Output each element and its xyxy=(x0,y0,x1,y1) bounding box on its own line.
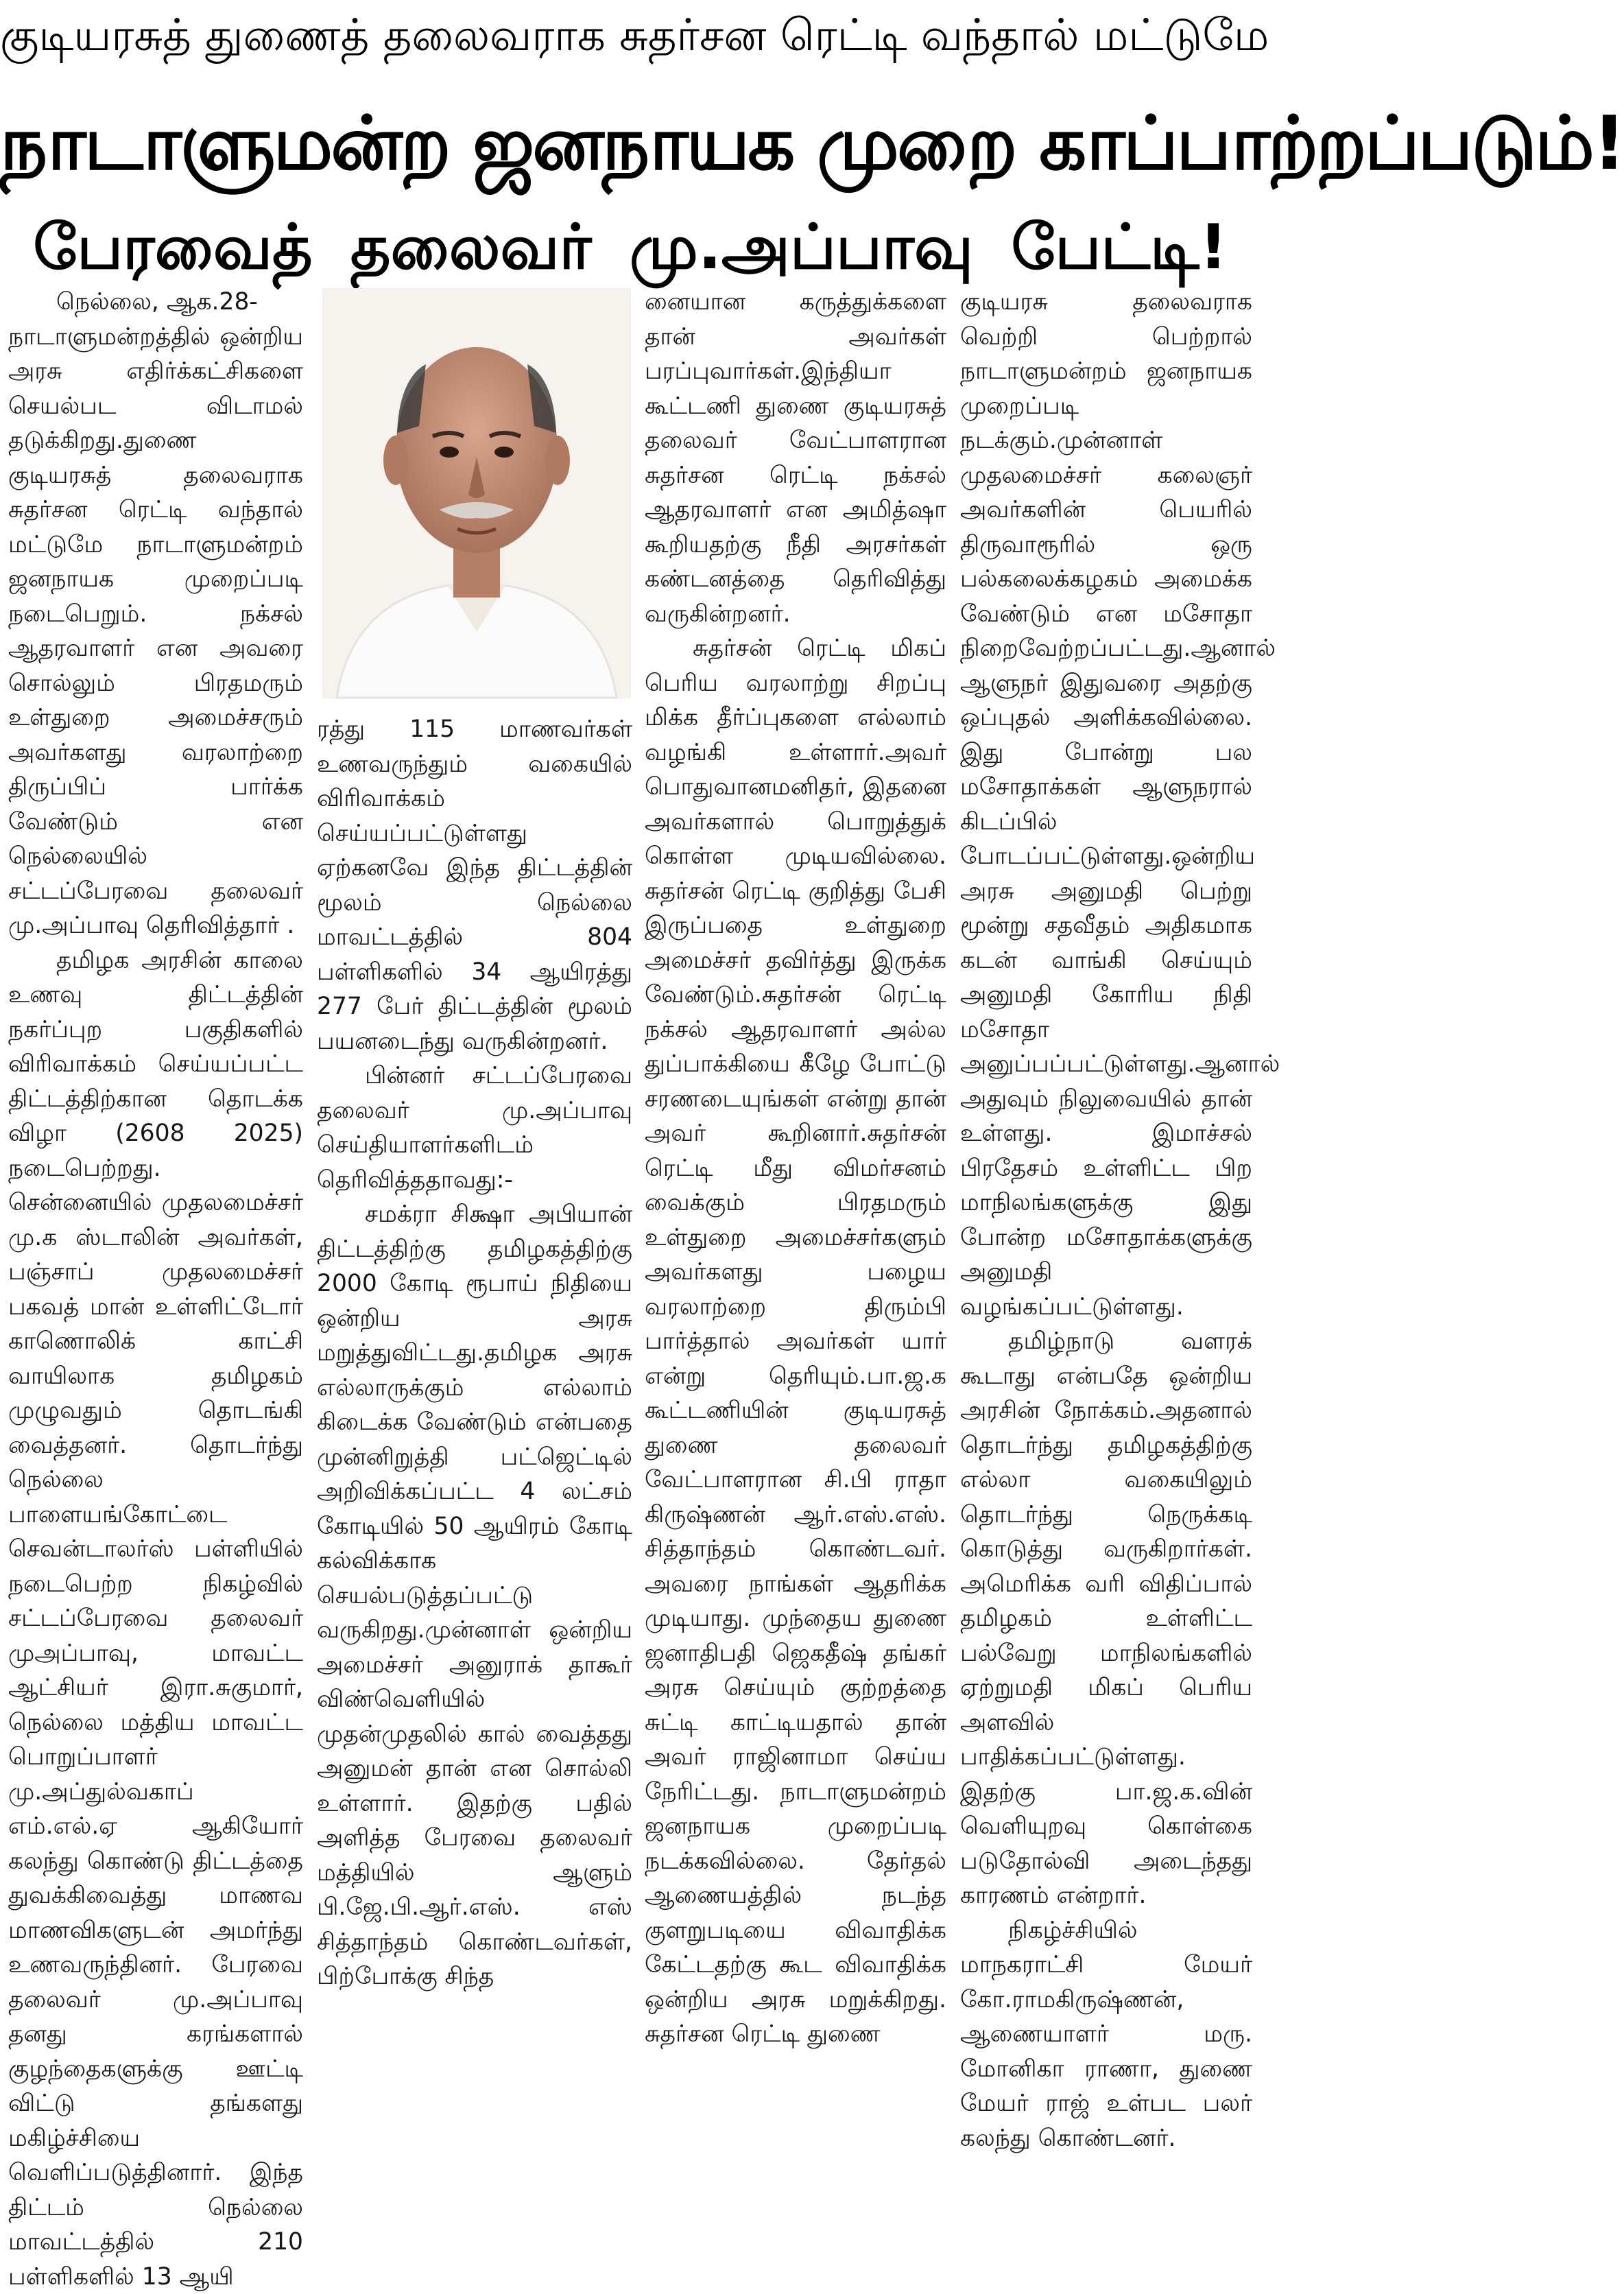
col2-paragraph-1: ரத்து 115 மாணவர்கள் உணவருந்தும் வகையில் விரிவாக்கம் செய்யப்பட்டுள்ளது ஏற்கனவே இந்த திட்டத்தின் மூலம் நெல்லை மாவட்டத்தில் 804 பள்ளிகளில் 34 ஆயிரத்து 277 பேர் திட்டத்தின் மூலம் பயனடைந்து வருகின்றனர். xyxy=(317,712,632,1059)
dateline: நெல்லை, ஆக.28- xyxy=(8,285,303,320)
col4-paragraph-2: தமிழ்நாடு வளரக் கூடாது என்பதே ஒன்றிய அரசின் நோக்கம்.அதனால் தொடர்ந்து தமிழகத்திற்கு எல்லா வகையிலும் தொடர்ந்து நெருக்கடி கொடுத்து வருகிறார்கள். அமெரிக்க வரி விதிப்பால் தமிழகம் உள்ளிட்ட பல்வேறு மாநிலங்களில் ஏற்றுமதி மிகப் பெரிய அளவில் பாதிக்கப்பட்டுள்ளது. இதற்கு பா.ஜ.க.வின் வெளியுறவு கொள்கை படுதோல்வி அடைந்தது காரணம் என்றார். xyxy=(960,1324,1252,1913)
article-column-2 xyxy=(317,712,632,1782)
headline-strap: குடியரசுத் துணைத் தலைவராக சுதர்சன ரெட்டி வந்தால் மட்டுமே xyxy=(0,4,1261,67)
article-column-1 xyxy=(8,285,303,1780)
col2-paragraph-3: சமக்ரா சிக்ஷா அபியான் திட்டத்திற்கு தமிழகத்திற்கு 2000 கோடி ரூபாய் நிதியை ஒன்றிய அரசு மறுத்துவிட்டது.தமிழக அரசு எல்லாருக்கும் எல்லாம் கிடைக்க வேண்டும் என்பதை முன்னிறுத்தி பட்ஜெட்டில் அறிவிக்கப்பட்ட 4 லட்சம் கோடியில் 50 ஆயிரம் கோடி கல்விக்காக செயல்படுத்தப்பட்டு வருகிறது.முன்னாள் ஒன்றிய அமைச்சர் அனுராக் தாகூர் விண்வெளியில் முதன்முதலில் கால் வைத்தது அனுமன் தான் என சொல்லி உள்ளார். இதற்கு பதில் அளித்த பேரவை தலைவர் மத்தியில் ஆளும் பி.ஜே.பி.ஆர்.எஸ். எஸ் சித்தாந்தம் கொண்டவர்கள், பிற்போக்கு சிந்த xyxy=(317,1197,632,1994)
speaker-photo xyxy=(322,288,631,698)
headline-main: நாடாளுமன்ற ஜனநாயக முறை காப்பாற்றப்படும்! xyxy=(0,82,1261,206)
article-column-3 xyxy=(645,285,946,1780)
portrait-photo-icon xyxy=(323,289,630,698)
col2-paragraph-2: பின்னர் சட்டப்பேரவை தலைவர் மு.அப்பாவு செய்தியாளர்களிடம் தெரிவித்ததாவது:- xyxy=(317,1059,632,1197)
col4-paragraph-3: நிகழ்ச்சியில் மாநகராட்சி மேயர் கோ.ராமகிருஷ்ணன், ஆணையாளர் மரு. மோனிகா ராணா, துணை மேயர் ராஜ் உள்பட பலர் கலந்து கொண்டனர். xyxy=(960,1913,1252,2156)
headline-sub: பேரவைத் தலைவர் மு.அப்பாவு பேட்டி! xyxy=(0,203,1261,292)
col1-paragraph-1: நாடாளுமன்றத்தில் ஒன்றிய அரசு எதிர்க்கட்சிகளை செயல்பட விடாமல் தடுக்கிறது.துணை குடியரசுத் தலைவராக சுதர்சன ரெட்டி வந்தால் மட்டுமே நாடாளுமன்றம் ஜனநாயக முறைப்படி நடைபெறும். நக்சல் ஆதரவாளர் என அவரை சொல்லும் பிரதமரும் உள்துறை அமைச்சரும் அவர்களது வரலாற்றை திருப்பிப் பார்க்க வேண்டும் என நெல்லையில் சட்டப்பேரவை தலைவர் மு.அப்பாவு தெரிவித்தார் . xyxy=(8,320,303,943)
col4-paragraph-1: குடியரசு தலைவராக வெற்றி பெற்றால் நாடாளுமன்றம் ஜனநாயக முறைப்படி நடக்கும்.முன்னாள் முதலமைச்சர் கலைஞர் அவர்களின் பெயரில் திருவாரூரில் ஒரு பல்கலைக்கழகம் அமைக்க வேண்டும் என மசோதா நிறைவேற்றப்பட்டது.ஆனால் ஆளுநர் இதுவரை அதற்கு ஒப்புதல் அளிக்கவில்லை. இது போன்று பல மசோதாக்கள் ஆளுநரால் கிடப்பில் போடப்பட்டுள்ளது.ஒன்றிய அரசு அனுமதி பெற்று மூன்று சதவீதம் அதிகமாக கடன் வாங்கி செய்யும் அனுமதி கோரிய நிதி மசோதா அனுப்பப்பட்டுள்ளது.ஆனால் அதுவும் நிலுவையில் தான் உள்ளது. இமாச்சல் பிரதேசம் உள்ளிட்ட பிற மாநிலங்களுக்கு இது போன்ற மசோதாக்களுக்கு அனுமதி வழங்கப்பட்டுள்ளது. xyxy=(960,285,1252,1324)
article-column-4 xyxy=(960,285,1252,1780)
col1-paragraph-2: தமிழக அரசின் காலை உணவு திட்டத்தின் நகர்ப்புற பகுதிகளில் விரிவாக்கம் செய்யப்பட்ட திட்டத்திற்கான தொடக்க விழா (2608 2025) நடைபெற்றது. சென்னையில் முதலமைச்சர் மு.க ஸ்டாலின் அவர்கள், பஞ்சாப் முதலமைச்சர் பகவத் மான் உள்ளிட்டோர் காணொலிக் காட்சி வாயிலாக தமிழகம் முழுவதும் தொடங்கி வைத்தனர். தொடர்ந்து நெல்லை பாளையங்கோட்டை செவன்டாலர்ஸ் பள்ளியில் நடைபெற்ற நிகழ்வில் சட்டப்பேரவை தலைவர் முஅப்பாவு, மாவட்ட ஆட்சியர் இரா.சுகுமார், நெல்லை மத்திய மாவட்ட பொறுப்பாளர் மு.அப்துல்வகாப் எம்.எல்.ஏ ஆகியோர் கலந்து கொண்டு திட்டத்தை துவக்கிவைத்து மாணவ மாணவிகளுடன் அமர்ந்து உணவருந்தினர். பேரவை தலைவர் மு.அப்பாவு தனது கரங்களால் குழந்தைகளுக்கு ஊட்டி விட்டு தங்களது மகிழ்ச்சியை வெளிப்படுத்தினார். இந்த திட்டம் நெல்லை மாவட்டத்தில் 210 பள்ளிகளில் 13 ஆயி xyxy=(8,943,303,2294)
col3-paragraph-1: னையான கருத்துக்களை தான் அவர்கள் பரப்புவார்கள்.இந்தியா கூட்டணி துணை குடியரசுத் தலைவர் வேட்பாளரான சுதர்சன ரெட்டி நக்சல் ஆதரவாளர் என அமித்ஷா கூறியதற்கு நீதி அரசர்கள் கண்டனத்தை தெரிவித்து வருகின்றனர். xyxy=(645,285,946,631)
col3-paragraph-2: சுதர்சன் ரெட்டி மிகப் பெரிய வரலாற்று சிறப்பு மிக்க தீர்ப்புகளை எல்லாம் வழங்கி உள்ளார்.அவர் பொதுவானமனிதர், இதனை அவர்களால் பொறுத்துக் கொள்ள முடியவில்லை. சுதர்சன் ரெட்டி குறித்து பேசி இருப்பதை உள்துறை அமைச்சர் தவிர்த்து இருக்க வேண்டும்.சுதர்சன் ரெட்டி நக்சல் ஆதரவாளர் அல்ல துப்பாக்கியை கீழே போட்டு சரணடையுங்கள் என்று தான் அவர் கூறினார்.சுதர்சன் ரெட்டி மீது விமர்சனம் வைக்கும் பிரதமரும் உள்துறை அமைச்சர்களும் அவர்களது பழைய வரலாற்றை திரும்பி பார்த்தால் அவர்கள் யார் என்று தெரியும்.பா.ஜ.க கூட்டணியின் குடியரசுத் துணை தலைவர் வேட்பாளரான சி.பி ராதா கிருஷ்ணன் ஆர்.எஸ்.எஸ். சித்தாந்தம் கொண்டவர். அவரை நாங்கள் ஆதரிக்க முடியாது. முந்தைய துணை ஜனாதிபதி ஜெகதீஷ் தங்கர் அரசு செய்யும் குற்றத்தை சுட்டி காட்டியதால் தான் அவர் ராஜினாமா செய்ய நேரிட்டது. நாடாளுமன்றம் ஜனநாயக முறைப்படி நடக்கவில்லை. தேர்தல் ஆணையத்தில் நடந்த குளறுபடியை விவாதிக்க கேட்டதற்கு கூட விவாதிக்க ஒன்றிய அரசு மறுக்கிறது. சுதர்சன ரெட்டி துணை xyxy=(645,631,946,2052)
